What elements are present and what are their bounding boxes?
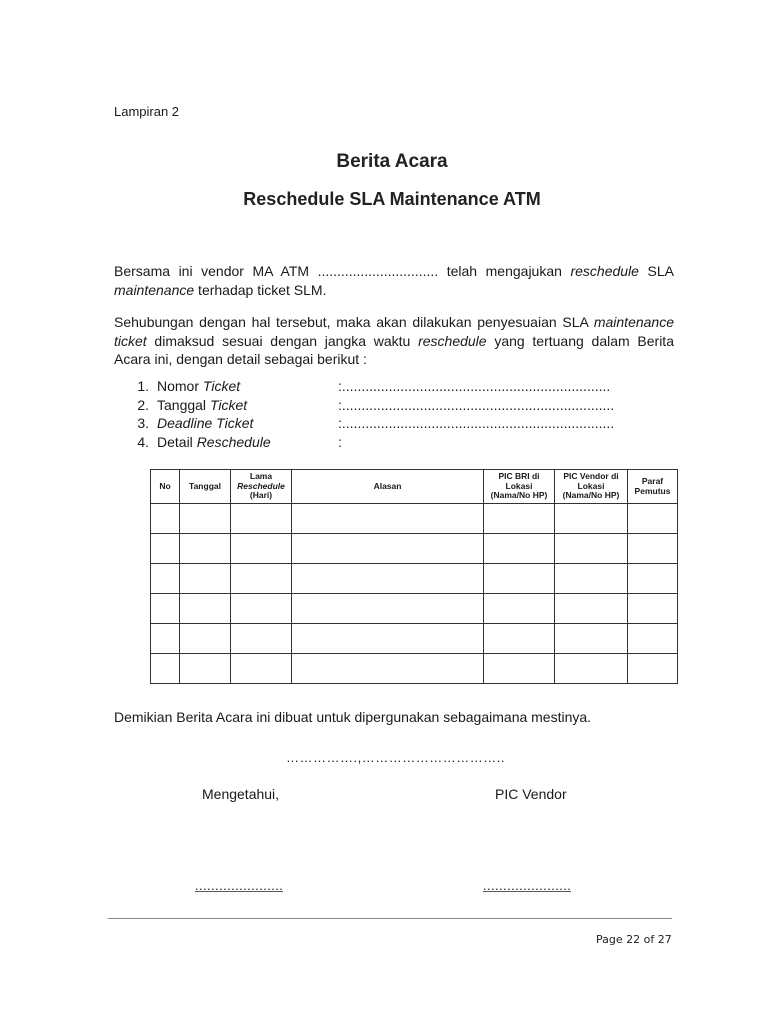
lampiran-label: Lampiran 2 xyxy=(114,104,180,119)
list-value-line: :...................................................................... xyxy=(338,415,615,431)
header-line: Lokasi xyxy=(505,480,533,491)
header-pic-bri xyxy=(484,470,555,504)
list-number: 2. xyxy=(137,396,149,413)
list-label xyxy=(157,396,338,415)
table-cell xyxy=(555,654,628,684)
table-cell xyxy=(180,624,231,654)
paragraph-text: Sehubungan dengan hal tersebut, maka akan dilakukan penyesuaian SLA xyxy=(114,314,594,330)
table-cell xyxy=(484,654,555,684)
paragraph-detail xyxy=(114,313,674,369)
header-line: Lama xyxy=(249,471,273,482)
paragraph-text: SLA xyxy=(638,263,674,279)
list-label-text: Nomor xyxy=(157,378,203,394)
table-cell xyxy=(231,504,292,534)
table-cell xyxy=(151,504,180,534)
signature-line-right: ...................... xyxy=(483,878,572,893)
header-line: Paraf xyxy=(641,476,664,486)
table-body xyxy=(151,504,678,684)
header-line: (Hari) xyxy=(249,490,273,501)
table-cell xyxy=(292,624,484,654)
table-cell xyxy=(180,504,231,534)
table-cell xyxy=(231,624,292,654)
table-cell xyxy=(628,564,678,594)
signature-label-mengetahui: Mengetahui, xyxy=(202,786,280,802)
table-cell xyxy=(484,624,555,654)
list-label-text: Tanggal xyxy=(157,396,210,413)
reschedule-detail-table xyxy=(150,469,678,684)
list-label xyxy=(157,433,338,452)
table-cell xyxy=(555,504,628,534)
table-cell xyxy=(628,594,678,624)
table-cell xyxy=(628,534,678,564)
list-item xyxy=(114,433,684,452)
table-row xyxy=(151,504,678,534)
table-cell xyxy=(231,564,292,594)
header-line: (Nama/No HP) xyxy=(562,490,620,501)
table-cell xyxy=(180,564,231,594)
header-no: No xyxy=(151,470,180,504)
table-cell xyxy=(231,534,292,564)
table-cell xyxy=(555,564,628,594)
signature-label-pic-vendor: PIC Vendor xyxy=(495,786,567,802)
list-item xyxy=(114,396,684,415)
signature-line-left: ...................... xyxy=(195,878,284,893)
table-cell xyxy=(555,624,628,654)
table-row xyxy=(151,534,678,564)
table-cell xyxy=(484,594,555,624)
header-line: PIC Vendor di xyxy=(563,471,619,482)
list-label-text: Detail xyxy=(157,433,197,450)
table-cell xyxy=(180,654,231,684)
list-item xyxy=(114,377,684,396)
list-value-line: :..................................................................... xyxy=(338,378,611,394)
header-paraf-pemutus xyxy=(628,470,678,504)
page-number: Page 22 of 27 xyxy=(596,933,672,946)
header-pic-vendor xyxy=(555,470,628,504)
header-line: Pemutus xyxy=(634,485,671,496)
header-alasan: Alasan xyxy=(292,470,484,504)
detail-list xyxy=(114,377,684,451)
list-value-line: : xyxy=(338,433,342,450)
table-cell xyxy=(151,624,180,654)
table-cell xyxy=(628,504,678,534)
list-label xyxy=(157,414,338,433)
paragraph-text: terhadap ticket SLM. xyxy=(194,281,327,298)
table-cell xyxy=(292,534,484,564)
table-cell xyxy=(292,654,484,684)
list-number: 1. xyxy=(137,378,149,394)
list-number: 4. xyxy=(137,433,149,450)
header-line: (Nama/No HP) xyxy=(490,490,548,501)
table-cell xyxy=(484,564,555,594)
place-date-line: …………….,………………………….. xyxy=(286,750,505,765)
header-line: PIC BRI di xyxy=(498,471,540,482)
paragraph-text: dimaksud sesuai dengan jangka waktu xyxy=(146,332,419,349)
footer-divider xyxy=(108,918,672,919)
list-label-italic: Reschedule xyxy=(196,433,271,450)
paragraph-text: Bersama ini vendor MA ATM ............................... telah mengajukan xyxy=(114,263,571,279)
table-cell xyxy=(231,594,292,624)
paragraph-italic: maintenance xyxy=(114,281,195,298)
table-cell xyxy=(292,564,484,594)
paragraph-text: yang tertuang dalam Berita Acara ini, dengan detail sebagai berikut : xyxy=(114,332,674,367)
list-label-italic: Ticket xyxy=(209,396,248,413)
paragraph-italic: maintenance ticket xyxy=(114,314,674,349)
table-cell xyxy=(484,534,555,564)
table-cell xyxy=(555,534,628,564)
header-line-italic: Reschedule xyxy=(237,480,285,491)
list-item xyxy=(114,414,684,433)
table-cell xyxy=(555,594,628,624)
table-row xyxy=(151,654,678,684)
table-cell xyxy=(628,624,678,654)
table-row xyxy=(151,594,678,624)
table-cell xyxy=(231,654,292,684)
closing-statement: Demikian Berita Acara ini dibuat untuk dipergunakan sebagaimana mestinya. xyxy=(114,709,592,725)
table-cell xyxy=(628,654,678,684)
table-cell xyxy=(151,534,180,564)
paragraph-italic: reschedule xyxy=(570,263,639,279)
table-cell xyxy=(180,594,231,624)
header-tanggal: Tanggal xyxy=(180,470,231,504)
document-title: Berita Acara xyxy=(336,151,448,172)
table-cell xyxy=(292,504,484,534)
paragraph-intro xyxy=(114,262,674,299)
list-label-italic: Deadline Ticket xyxy=(157,415,254,431)
header-lama-reschedule xyxy=(231,470,292,504)
list-number: 3. xyxy=(137,415,149,431)
list-label-italic: Ticket xyxy=(202,378,241,394)
table-cell xyxy=(151,594,180,624)
list-value-line: :...................................................................... xyxy=(338,396,615,413)
paragraph-italic: reschedule xyxy=(418,332,487,349)
table-cell xyxy=(180,534,231,564)
table-cell xyxy=(292,594,484,624)
list-label xyxy=(157,377,338,396)
document-subtitle: Reschedule SLA Maintenance ATM xyxy=(243,189,541,209)
table-cell xyxy=(484,504,555,534)
table-row xyxy=(151,564,678,594)
table-cell xyxy=(151,564,180,594)
header-line: Lokasi xyxy=(577,480,605,491)
table-row xyxy=(151,624,678,654)
table-header-row xyxy=(151,470,678,504)
table-cell xyxy=(151,654,180,684)
